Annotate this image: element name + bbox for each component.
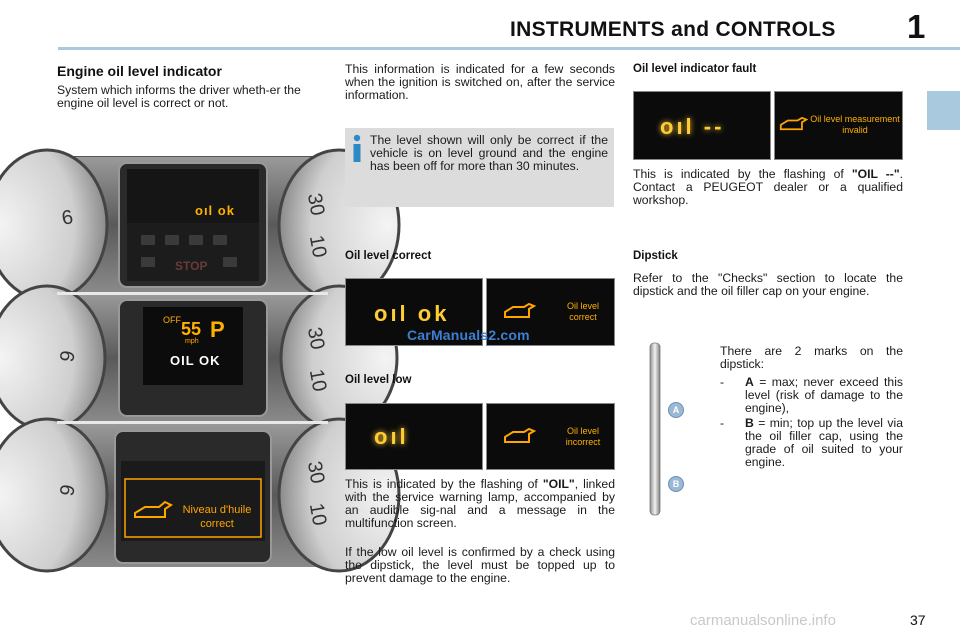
oil-can-icon — [503, 303, 537, 319]
cluster-oil-message-line1: Niveau d'huile — [182, 504, 252, 516]
note-text: The level shown will only be correct if the vehicle is on level ground and the engine has been off for more than 30 minutes. — [370, 133, 608, 173]
oil-level-correct-heading: Oil level correct — [345, 250, 432, 262]
oil-can-icon — [503, 428, 537, 444]
ignition-info-paragraph: This information is indicated for a few seconds when the ignition is switched on, after the service information. — [345, 62, 615, 102]
cluster-gear: P — [210, 317, 225, 342]
gauge-number: 30 — [302, 459, 329, 486]
cluster-stop-lamp: STOP — [175, 259, 208, 273]
oil-low-text-post: , linked with the service warning lamp, accompanied by an audible sig-nal and a message in the multifunction screen. — [345, 477, 615, 530]
oil-can-icon — [779, 116, 809, 132]
oil-fault-text-pre: This is indicated by the flashing of — [633, 167, 852, 181]
display-oil-low-text: oıl — [374, 424, 409, 449]
screen-oil-low-label: Oil level incorrect — [565, 426, 601, 447]
mark-a-key: A — [745, 375, 754, 389]
oil-fault-heading: Oil level indicator fault — [633, 63, 757, 75]
cluster-oil-ok: OIL OK — [170, 353, 221, 368]
page-number: 37 — [910, 612, 926, 628]
dipstick-paragraph: Refer to the "Checks" section to locate the dipstick and the oil filler cap on your engine. — [633, 271, 903, 298]
cluster-off-label: OFF — [163, 315, 181, 325]
intro-paragraph: System which informs the driver wheth-er the engine oil level is correct or not. — [57, 83, 301, 110]
gauge-number: 10 — [304, 501, 331, 528]
section-heading: Engine oil level indicator — [57, 63, 222, 79]
display-oil-correct-text: oıl ok — [374, 301, 450, 326]
cluster-oil-message-line2: correct — [200, 518, 234, 530]
oil-fault-text-bold: "OIL --" — [851, 167, 900, 181]
oil-fault-paragraph — [633, 168, 903, 207]
gauge-number: 9 — [56, 483, 80, 498]
gauge-number: 10 — [304, 233, 331, 260]
oil-low-text-bold: "OIL" — [542, 477, 575, 491]
gauge-number: 9 — [56, 349, 80, 364]
screen-oil-fault — [774, 91, 903, 160]
mark-b-item — [745, 417, 903, 469]
display-oil-fault — [633, 91, 771, 160]
chapter-title: INSTRUMENTS and CONTROLS — [510, 18, 836, 41]
mark-a-text: = max; never exceed this level (risk of damage to the engine), — [745, 375, 903, 415]
chapter-side-tab — [927, 91, 960, 130]
cluster-oil-message — [177, 503, 257, 531]
mark-a-item — [745, 376, 903, 415]
oil-fault-text-post: . Contact a PEUGEOT dealer or a qualified workshop. — [633, 167, 903, 207]
watermark-carmanuals: CarManuals2.com — [407, 327, 530, 343]
list-dash: - — [720, 375, 725, 389]
screen-oil-low — [486, 403, 615, 470]
dipstick-marks-intro: There are 2 marks on the dipstick: — [720, 344, 903, 371]
cluster-speed: 55 — [181, 319, 202, 339]
cluster-display-oil-ok: oıl ok — [195, 203, 235, 218]
watermark-carmanualsonline: carmanualsonline.info — [690, 612, 836, 629]
oil-low-paragraph — [345, 478, 615, 530]
gauge-number: 10 — [304, 367, 331, 394]
dipstick-heading: Dipstick — [633, 250, 678, 262]
cluster-speed-unit: mph — [185, 338, 199, 345]
gauge-number: 6 — [60, 206, 75, 230]
dipstick-mark-b: B — [668, 476, 684, 492]
oil-level-low-heading: Oil level low — [345, 374, 412, 386]
display-oil-fault-text: oıl -- — [660, 114, 725, 139]
screen-oil-correct-label: Oil level correct — [566, 301, 599, 322]
dipstick-illustration — [644, 343, 666, 523]
chapter-number: 1 — [907, 8, 926, 45]
instrument-cluster-photo — [56, 156, 331, 566]
gauge-number: 30 — [302, 325, 329, 352]
gauge-number: 30 — [302, 191, 329, 218]
screen-oil-fault-label: Oil level measurement invalid — [810, 114, 900, 135]
header-rule — [58, 47, 960, 50]
oil-low-confirm-paragraph: If the low oil level is confirmed by a check using the dipstick, the level must be topped up to prevent damage to the engine. — [345, 545, 615, 585]
dipstick-mark-a: A — [668, 402, 684, 418]
list-dash: - — [720, 416, 725, 430]
mark-b-key: B — [745, 416, 754, 430]
mark-b-text: = min; top up the level via the oil filler cap, using the grade of oil suited to your engine. — [745, 416, 903, 469]
display-oil-low — [345, 403, 483, 470]
info-icon — [350, 134, 364, 164]
oil-low-text-pre: This is indicated by the flashing of — [345, 477, 543, 491]
